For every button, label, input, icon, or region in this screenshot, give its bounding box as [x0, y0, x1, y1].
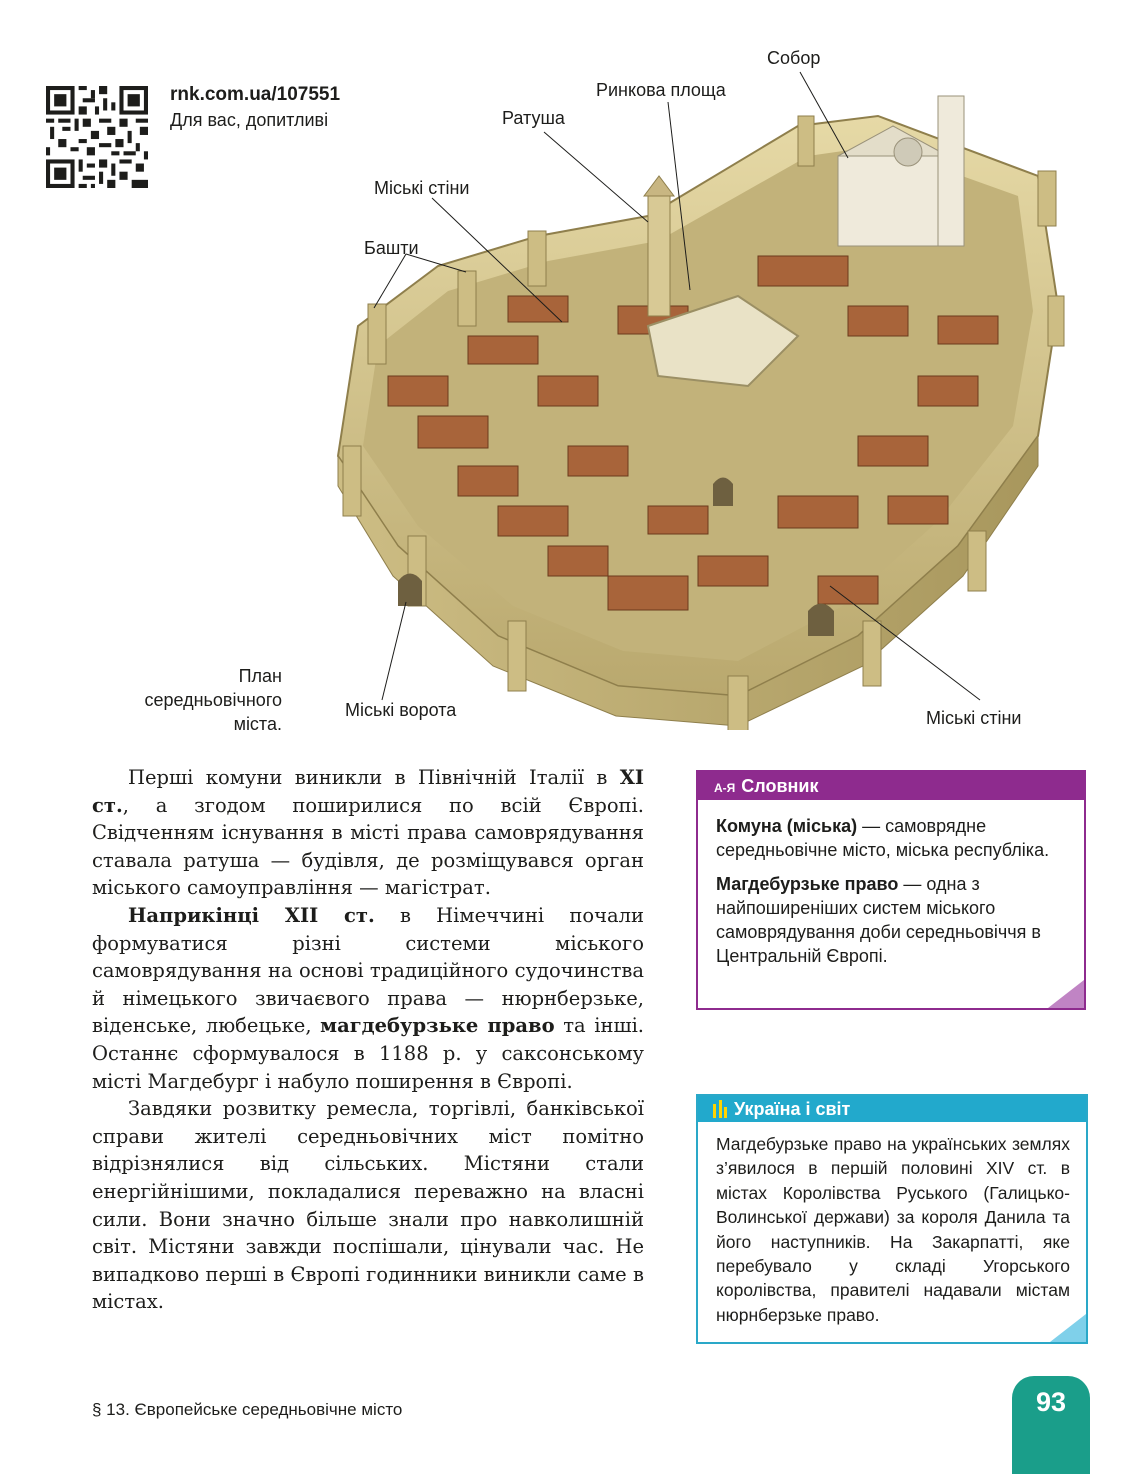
ukraine-world-box	[696, 1094, 1088, 1344]
caption-line: План	[238, 666, 282, 686]
dictionary-entry: Магдебурзьке право — одна з найпоширеніших систем міського самоврядування доби середньовіччя в Центральній Європі.	[716, 874, 1041, 966]
link-subtitle: Для вас, допитливі	[170, 110, 329, 130]
caption-line: міста.	[233, 714, 282, 734]
paragraph-3: Завдяки розвитку ремесла, торгівлі, банківської справи жителі середньовічних міст помітно відрізнялися від сільських. Містяни стали енергійнішими, покладалися переважно на власні сили. Вони значно більше знали про навколишній світ. Містяни завжди поспішали, цінували час. Не випадково перші в Європі годинники виникли саме в містах.	[92, 1097, 644, 1314]
label-city-walls-bottom: Міські стіни	[926, 708, 1022, 728]
dictionary-body	[698, 800, 1084, 968]
label-city-gates: Міські ворота	[345, 700, 457, 720]
ukraine-world-title: Україна і світ	[734, 1099, 851, 1119]
ukraine-world-text: Магдебурзьке право на українських землях з’явилося в першій половині XIV ст. в містах Королівства Руського (Галицько-Волинської держави) за короля Данила та його наступників. На Закарпатті, яке перебувало у складі Угорського королівства, правителі надавали містам нюрнберзьке право.	[716, 1134, 1070, 1325]
caption-line: середньовічного	[144, 690, 282, 710]
label-market-square: Ринкова площа	[596, 80, 726, 100]
label-town-hall: Ратуша	[502, 108, 565, 128]
footer-section-title: § 13. Європейське середньовічне місто	[92, 1400, 403, 1419]
dictionary-badge: А-Я	[714, 781, 736, 795]
label-city-walls-top: Міські стіни	[374, 178, 470, 198]
illustration-caption	[120, 664, 282, 736]
page-corner-icon	[1050, 1314, 1086, 1342]
dictionary-title: Словник	[741, 776, 819, 796]
dictionary-entry: Комуна (міська) — самоврядне середньовічне місто, міська республіка.	[716, 816, 1050, 860]
dictionary-box	[696, 770, 1086, 1010]
label-towers: Башти	[364, 238, 419, 258]
link-url[interactable]: rnk.com.ua/107551	[170, 84, 341, 105]
paragraph-1: Перші комуни виникли в Північній Італії в XI ст., а згодом поширилися по всій Європі. Свідченням існування в місті права самоврядування ставала ратуша — будівля, де розміщувався орган міського самоуправління — магістрат.	[92, 766, 644, 900]
ukraine-world-header	[698, 1096, 1086, 1122]
dictionary-header	[698, 772, 1084, 800]
page-corner-icon	[1048, 980, 1084, 1008]
page-number: 93	[1012, 1376, 1090, 1474]
paragraph-2: Наприкінці XII ст. в Німеччині почали формуватися різні системи міського самоврядування на основі традиційного судочинства й німецького звичаєвого права — нюрнберзьке, віденське, любецьке, магдебурзьке право та інші. Останнє сформувалося в 1188 р. у саксонському місті Магдебург і набуло поширення в Європі.	[92, 903, 645, 1093]
label-cathedral: Собор	[767, 48, 821, 68]
main-text	[92, 764, 644, 1316]
bars-icon	[712, 1100, 728, 1118]
